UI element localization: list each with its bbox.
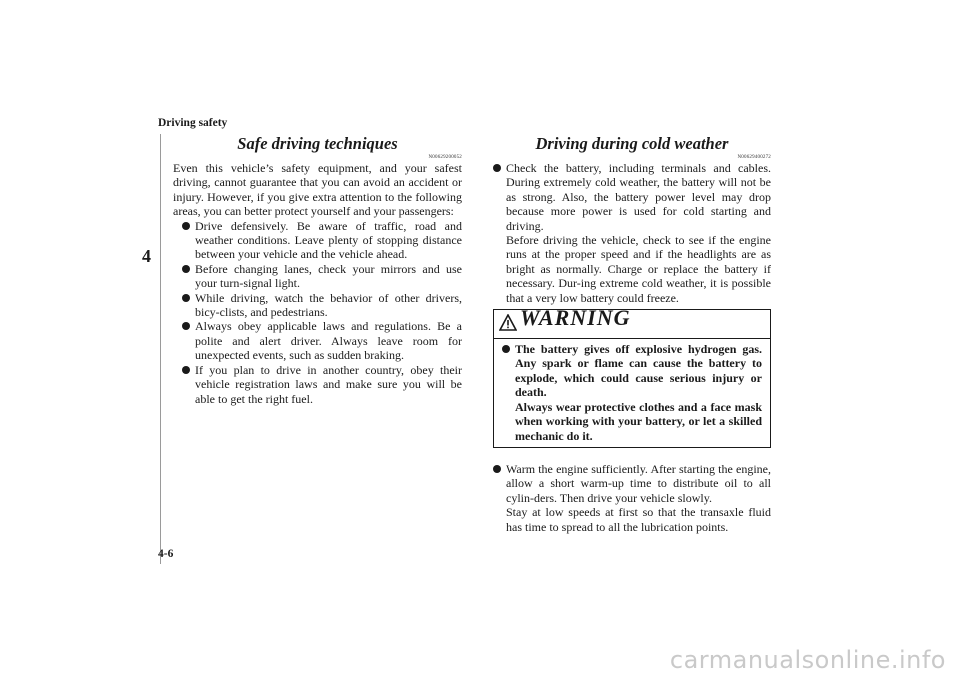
bullet-icon bbox=[182, 222, 190, 230]
section-code: N00629400272 bbox=[737, 155, 771, 160]
warning-paragraph: Always wear protective clothes and a face mask when working with your battery, or let a skilled mechanic do it. bbox=[515, 399, 762, 443]
bullet-icon bbox=[182, 322, 190, 330]
list-item: Before changing lanes, check your mirrors and use your turn-signal light. bbox=[182, 262, 462, 291]
warning-box bbox=[493, 305, 771, 448]
list-item-engine bbox=[493, 462, 771, 534]
section-code: N00629200052 bbox=[428, 155, 462, 160]
list-item: Always obey applicable laws and regulations. Be a polite and alert driver. Always leave room for unexpected events, such as sudden braking. bbox=[182, 319, 462, 362]
left-column bbox=[173, 134, 462, 406]
intro-paragraph: Even this vehicle’s safety equipment, and your safest driving, cannot guarantee that you can avoid an accident or injury. However, if you give extra attention to the following areas, you can better protect yourself and your passengers: bbox=[173, 161, 462, 219]
list-item-battery bbox=[493, 161, 771, 305]
chapter-tab: 4 bbox=[142, 246, 151, 266]
warning-paragraph: The battery gives off explosive hydrogen gas. Any spark or flame can cause the battery to explode, which could cause serious injury or death. bbox=[515, 342, 762, 400]
warning-body bbox=[494, 339, 770, 447]
section-title-safe-driving: Safe driving techniques bbox=[237, 134, 398, 153]
bullet-icon bbox=[182, 366, 190, 374]
bullet-icon bbox=[493, 465, 501, 473]
battery-paragraph: Check the battery, including terminals and cables. During extremely cold weather, the battery will not be as strong. Also, the battery power level may drop because more power is used for cold starting and driving. bbox=[506, 161, 771, 233]
warning-item bbox=[502, 342, 762, 443]
warning-title: WARNING bbox=[520, 305, 631, 331]
bullet-icon bbox=[182, 265, 190, 273]
battery-paragraph: Before driving the vehicle, check to see if the engine runs at the proper speed and if the headlights are as bright as normally. Charge or replace the battery if necessary. Dur-ing extreme cold weather, it is possible that a very low battery could freeze. bbox=[506, 233, 771, 305]
bullet-icon bbox=[182, 294, 190, 302]
list-item: If you plan to drive in another country, obey their vehicle registration laws and make sure you will be able to get the right fuel. bbox=[182, 363, 462, 406]
chapter-divider bbox=[160, 134, 161, 564]
page-number: 4-6 bbox=[158, 548, 174, 560]
engine-paragraph: Stay at low speeds at first so that the transaxle fluid has time to spread to all the lubrication points. bbox=[506, 505, 771, 534]
warning-triangle-icon bbox=[499, 314, 517, 331]
bullet-icon bbox=[502, 345, 510, 353]
cold-weather-list-cont bbox=[493, 462, 771, 534]
warning-header bbox=[494, 305, 770, 339]
right-column bbox=[493, 134, 771, 534]
running-head: Driving safety bbox=[158, 117, 228, 129]
cold-weather-list bbox=[493, 161, 771, 305]
section-title-cold-weather: Driving during cold weather bbox=[535, 134, 729, 153]
safe-driving-list bbox=[182, 219, 462, 406]
bullet-icon bbox=[493, 164, 501, 172]
list-item: While driving, watch the behavior of other drivers, bicy-clists, and pedestrians. bbox=[182, 291, 462, 320]
list-item: Drive defensively. Be aware of traffic, road and weather conditions. Leave plenty of stopping distance between your vehicle and the vehicle ahead. bbox=[182, 219, 462, 262]
engine-paragraph: Warm the engine sufficiently. After starting the engine, allow a short warm-up time to distribute oil to all cylin-ders. Then drive your vehicle slowly. bbox=[506, 461, 771, 505]
watermark: carmanualsonline.info bbox=[669, 646, 946, 674]
